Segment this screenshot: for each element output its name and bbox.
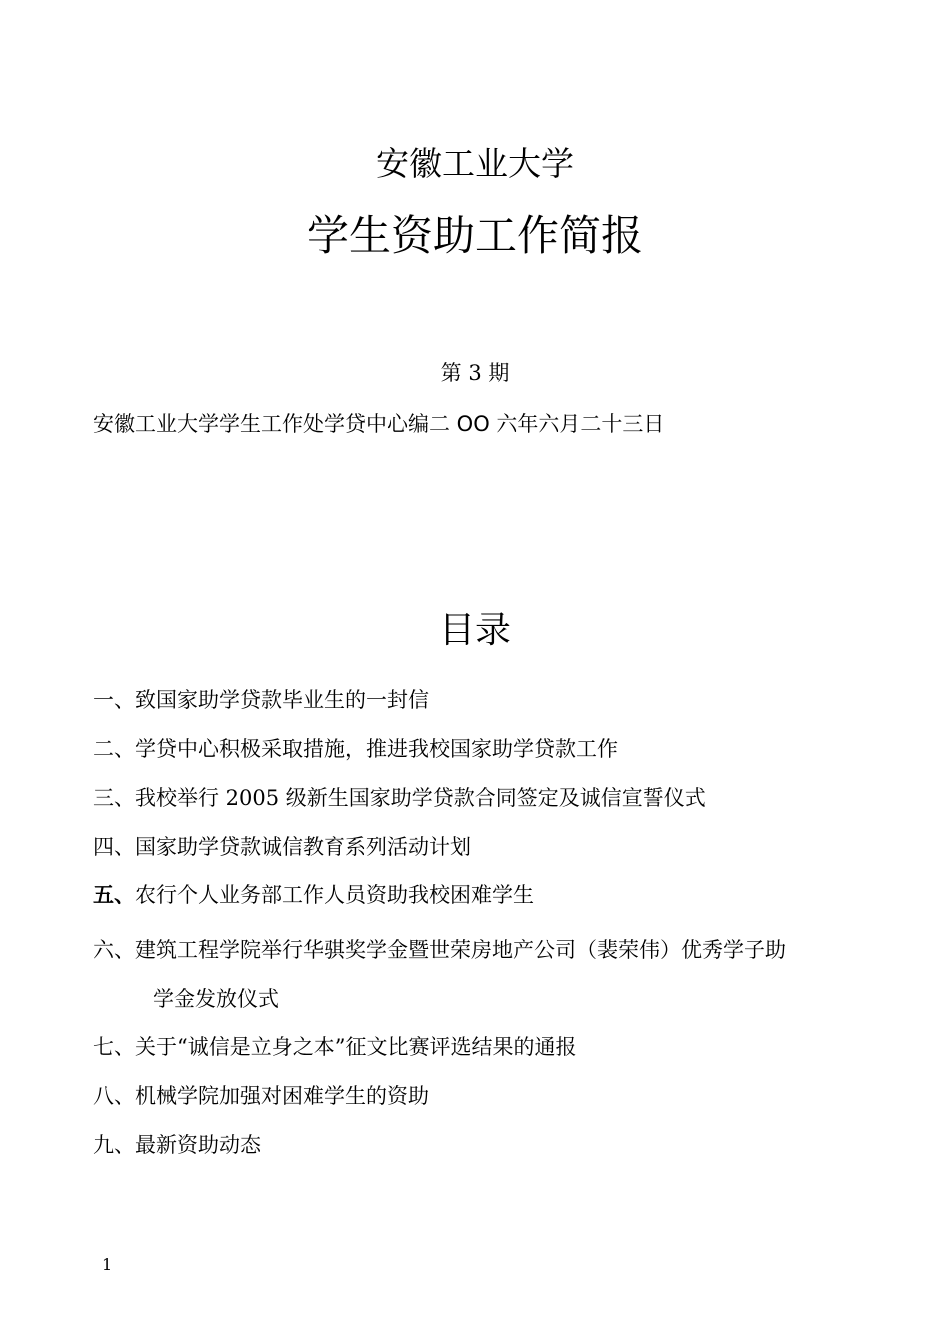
- toc-item-text: 农行个人业务部工作人员资助我校困难学生: [135, 883, 534, 907]
- toc-item-number: 六、: [93, 938, 135, 962]
- toc-item: [93, 1080, 429, 1110]
- toc-item-text: 最新资助动态: [135, 1133, 261, 1157]
- toc-item-text: 建筑工程学院举行华骐奖学金暨世荣房地产公司（裴荣伟）优秀学子助: [135, 938, 786, 962]
- toc-item-number: 一、: [93, 688, 135, 712]
- toc-item-text: 我校举行 2005 级新生国家助学贷款合同签定及诚信宣誓仪式: [135, 786, 706, 810]
- toc-item: [93, 1129, 261, 1159]
- bulletin-title: 学生资助工作简报: [306, 211, 643, 260]
- toc-item-number: 五、: [93, 883, 135, 907]
- toc-item: [93, 782, 706, 812]
- toc-item-text: 机械学院加强对困难学生的资助: [135, 1084, 429, 1108]
- toc-item: [93, 1031, 576, 1061]
- page-number: 1: [102, 1255, 113, 1274]
- toc-item-text: 致国家助学贷款毕业生的一封信: [135, 688, 429, 712]
- toc-item-number: 三、: [93, 786, 135, 810]
- toc-item-number: 四、: [93, 835, 135, 859]
- issue-number: 第 3 期: [440, 361, 510, 385]
- toc-item-number: 七、: [93, 1035, 135, 1059]
- toc-title: 目录: [438, 610, 511, 651]
- toc-item-text: 学贷中心积极采取措施，推进我校国家助学贷款工作: [135, 737, 618, 761]
- toc-item-number: 九、: [93, 1133, 135, 1157]
- toc-item: [93, 733, 618, 763]
- publish-date: 二 OO 六年六月二十三日: [429, 412, 665, 436]
- toc-item: [93, 684, 429, 714]
- toc-item-number: 二、: [93, 737, 135, 761]
- toc-item: [93, 879, 534, 909]
- toc-item-text: 关于“诚信是立身之本”征文比赛评选结果的通报: [135, 1035, 577, 1059]
- toc-item: [93, 831, 471, 861]
- toc-item-continuation: 学金发放仪式: [153, 987, 279, 1011]
- editor-name: 安徽工业大学学生工作处学贷中心编: [93, 412, 429, 436]
- editor-line: [93, 408, 664, 438]
- university-name: 安徽工业大学: [376, 144, 574, 183]
- toc-item-number: 八、: [93, 1084, 135, 1108]
- toc-item: [93, 934, 786, 964]
- toc-item-text: 国家助学贷款诚信教育系列活动计划: [135, 835, 471, 859]
